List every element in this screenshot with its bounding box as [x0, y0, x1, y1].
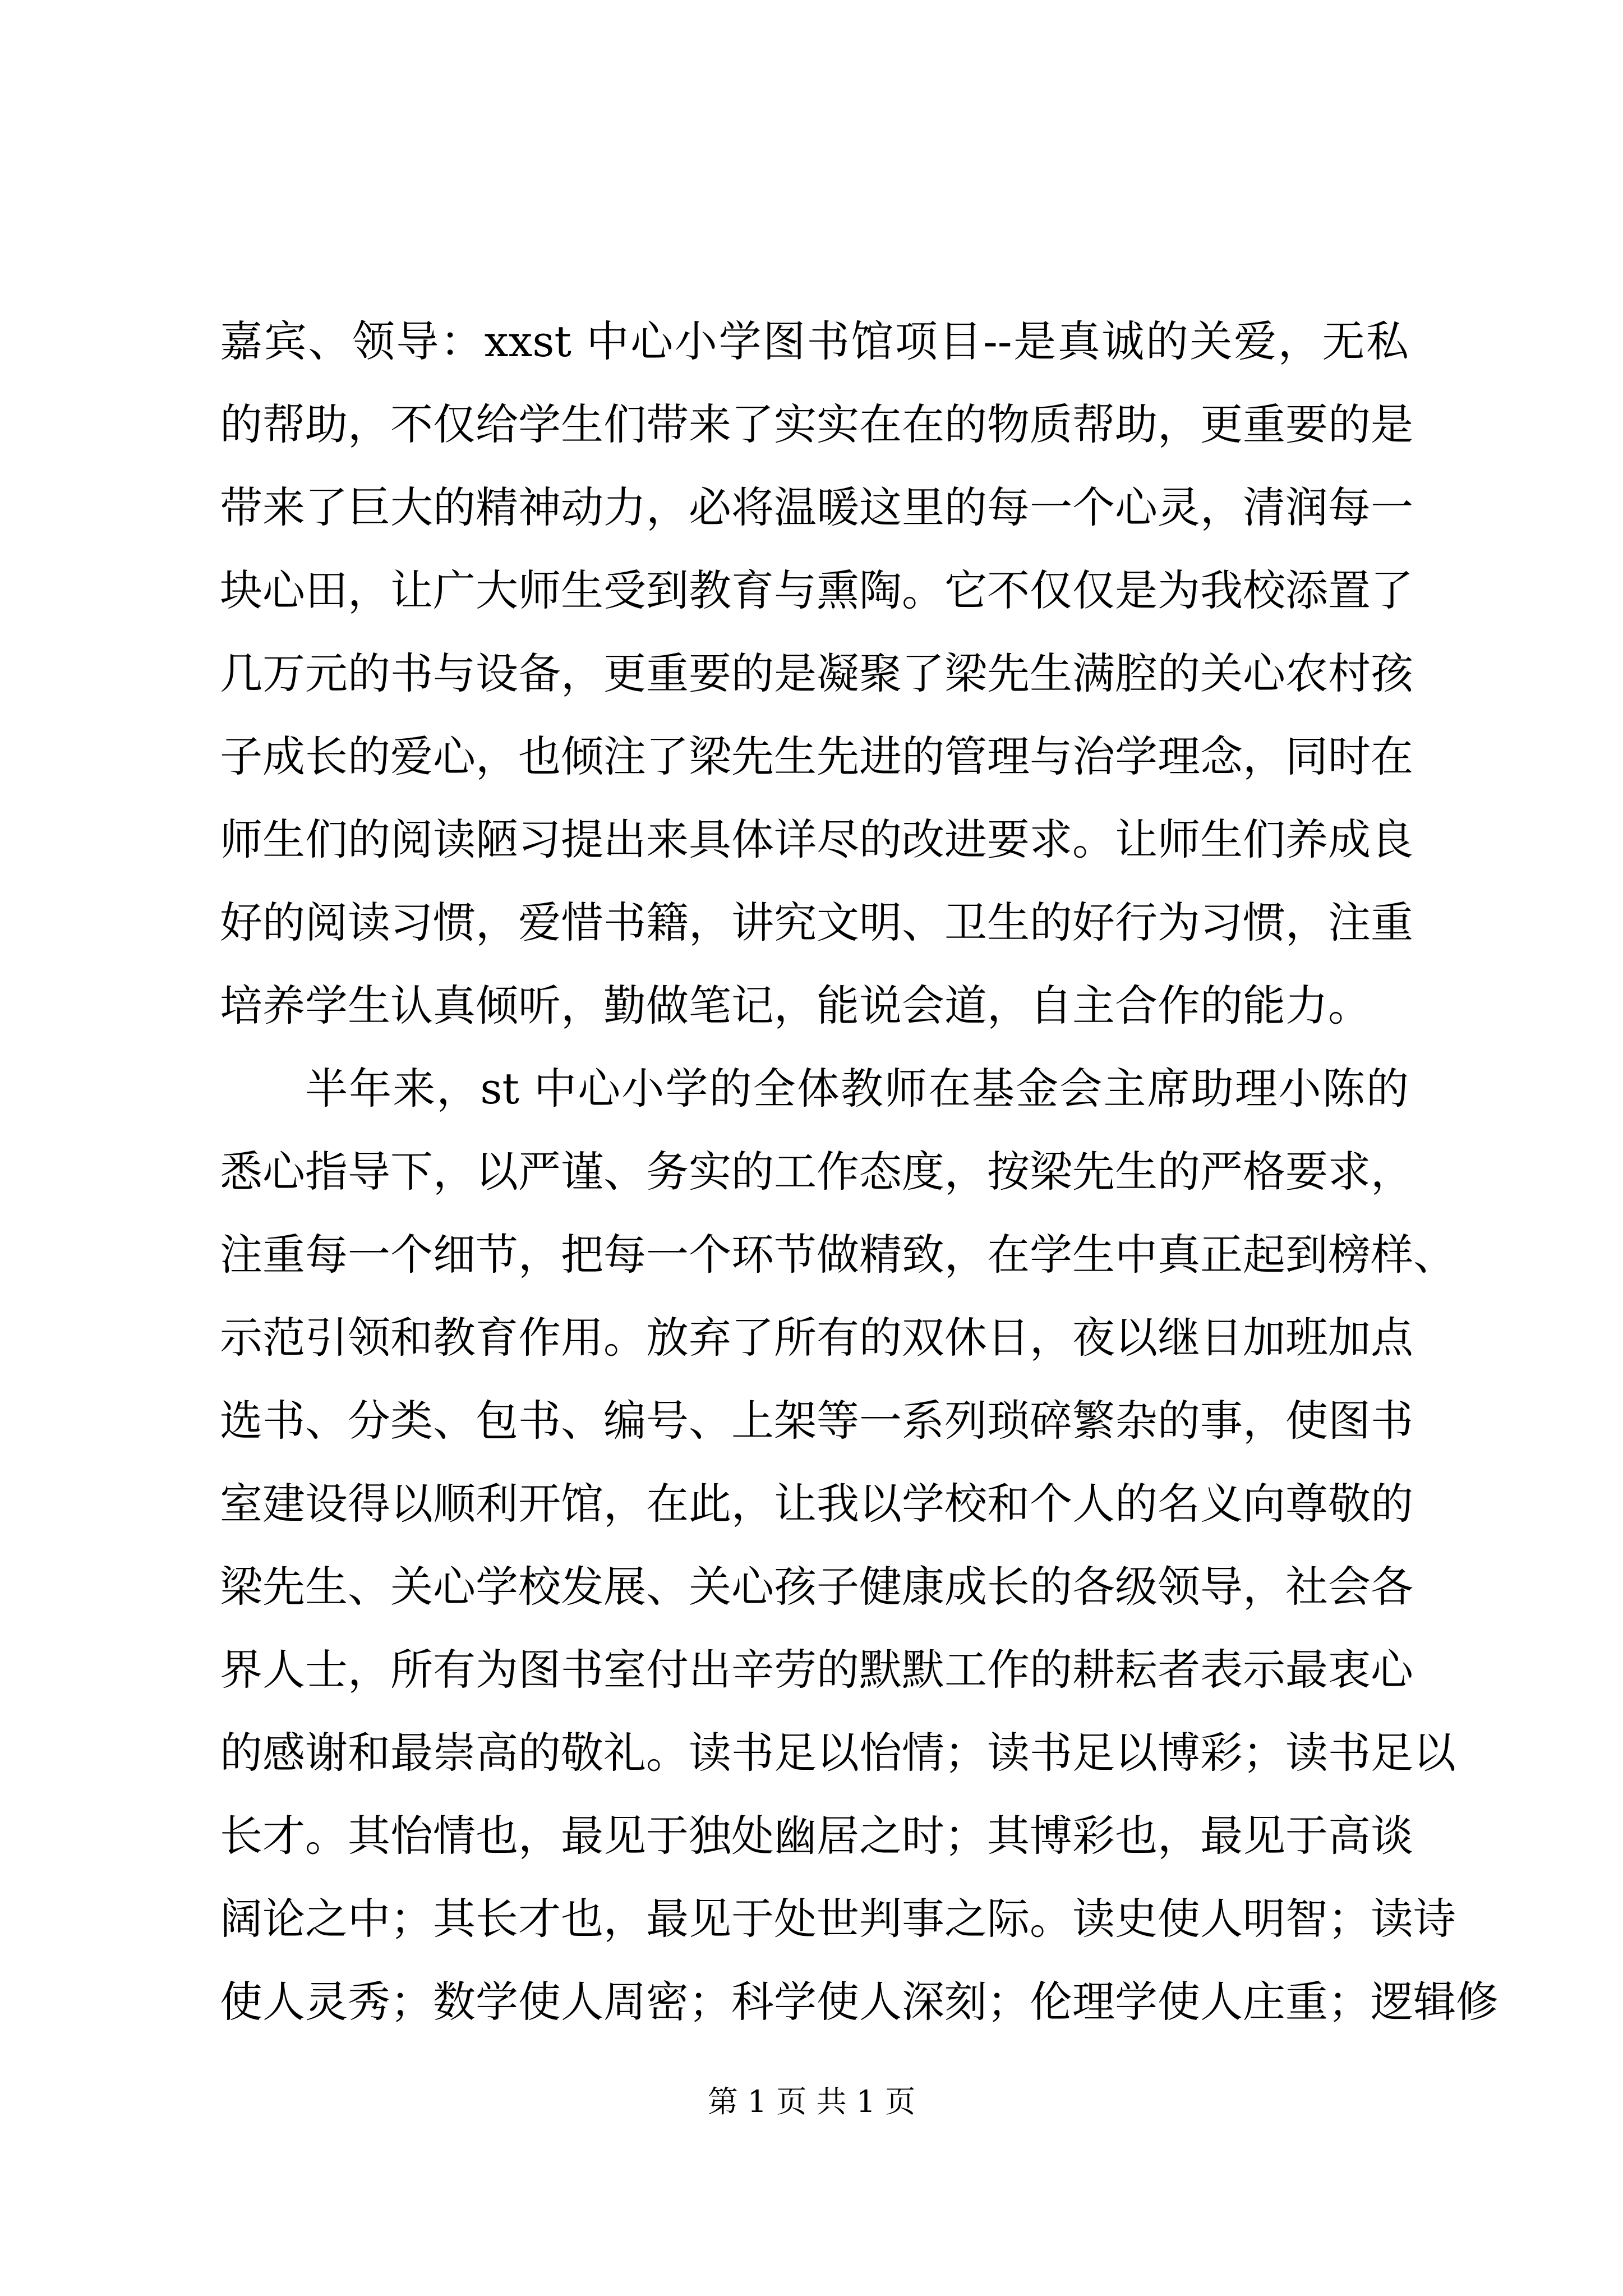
- paragraph-2-line: 悉心指导下，以严谨、务实的工作态度，按梁先生的严格要求，: [220, 1147, 1413, 1197]
- paragraph-1-line: 好的阅读习惯，爱惜书籍，讲究文明、卫生的好行为习惯，注重: [220, 898, 1413, 947]
- paragraph-1-line: 师生们的阅读陋习提出来具体详尽的改进要求。让师生们养成良: [220, 815, 1413, 864]
- paragraph-1-line: 几万元的书与设备，更重要的是凝聚了梁先生满腔的关心农村孩: [220, 648, 1413, 698]
- paragraph-2-line: 梁先生、关心学校发展、关心孩子健康成长的各级领导，社会各: [220, 1562, 1413, 1612]
- paragraph-1-line: 嘉宾、领导：xxst 中心小学图书馆项目--是真诚的关爱，无私: [220, 316, 1409, 366]
- paragraph-1-line: 带来了巨大的精神动力，必将温暖这里的每一个心灵，清润每一: [220, 482, 1413, 532]
- paragraph-1-line: 块心田，让广大师生受到教育与熏陶。它不仅仅是为我校添置了: [220, 565, 1413, 615]
- paragraph-2-line: 室建设得以顺利开馆，在此，让我以学校和个人的名义向尊敬的: [220, 1479, 1413, 1529]
- paragraph-1-line: 的帮助，不仅给学生们带来了实实在在的物质帮助，更重要的是: [220, 399, 1413, 449]
- paragraph-1-line: 培养学生认真倾听，勤做笔记，能说会道，自主合作的能力。: [220, 981, 1371, 1030]
- paragraph-1-line: 子成长的爱心，也倾注了梁先生先进的管理与治学理念，同时在: [220, 731, 1413, 781]
- paragraph-2-line: 选书、分类、包书、编号、上架等一系列琐碎繁杂的事，使图书: [220, 1396, 1413, 1446]
- paragraph-2-line: 半年来，st 中心小学的全体教师在基金会主席助理小陈的: [305, 1064, 1409, 1114]
- paragraph-2-line: 示范引领和教育作用。放弃了所有的双休日，夜以继日加班加点: [220, 1313, 1413, 1363]
- paragraph-2-line: 阔论之中；其长才也，最见于处世判事之际。读史使人明智；读诗: [220, 1894, 1456, 1944]
- paragraph-2-line: 的感谢和最崇高的敬礼。读书足以怡情；读书足以博彩；读书足以: [220, 1728, 1456, 1778]
- document-body: [220, 300, 1498, 2044]
- paragraph-2-line: 界人士，所有为图书室付出辛劳的默默工作的耕耘者表示最衷心: [220, 1645, 1413, 1695]
- paragraph-2-line: 长才。其怡情也，最见于独处幽居之时；其博彩也，最见于高谈: [220, 1811, 1413, 1861]
- page-footer: 第 1 页 共 1 页: [707, 2084, 916, 2119]
- paragraph-2-line: 使人灵秀；数学使人周密；科学使人深刻；伦理学使人庄重；逻辑修: [220, 1977, 1498, 2027]
- paragraph-2-line: 注重每一个细节，把每一个环节做精致，在学生中真正起到榜样、: [220, 1230, 1456, 1280]
